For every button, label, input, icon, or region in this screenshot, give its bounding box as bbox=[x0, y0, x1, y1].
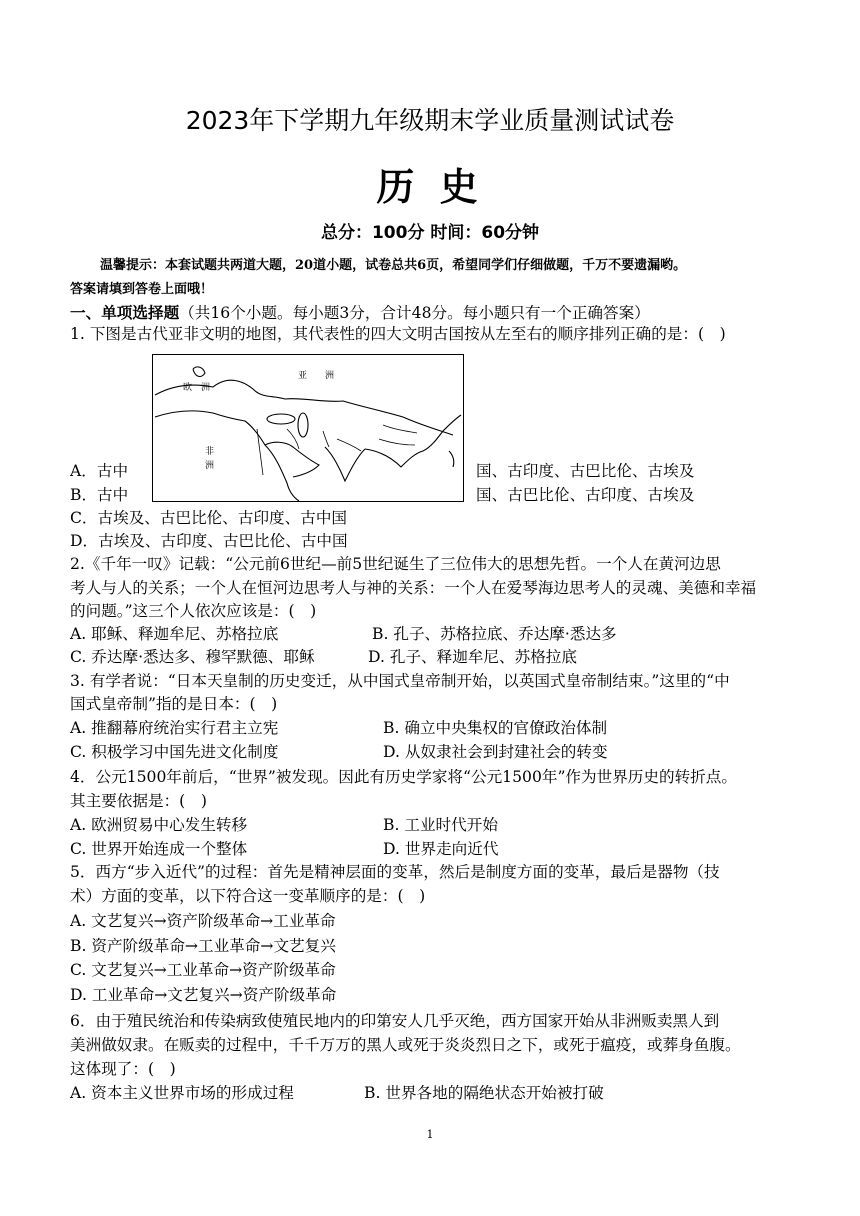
subject-title: 历 史 bbox=[376, 165, 484, 209]
notice-line-2: 答案请填到答卷上面哦！ bbox=[70, 282, 214, 297]
q5-option-d: D. 工业革命→文艺复兴→资产阶级革命 bbox=[70, 986, 337, 1004]
map-drawing bbox=[153, 355, 463, 501]
q4-option-b: B. 工业时代开始 bbox=[383, 816, 498, 834]
q1-option-a-right: 国、古印度、古巴比伦、古埃及 bbox=[476, 462, 695, 480]
q2-line-3: 的问题。”这三个人依次应该是：( ) bbox=[70, 602, 317, 620]
q1-option-d: D．古埃及、古印度、古巴比伦、古中国 bbox=[70, 532, 348, 550]
q5-option-a: A. 文艺复兴→资产阶级革命→工业革命 bbox=[70, 912, 336, 930]
score-time: 总分：100分 时间：60分钟 bbox=[320, 223, 540, 243]
q5-option-c: C. 文艺复兴→工业革命→资产阶级革命 bbox=[70, 961, 336, 979]
q6-option-b: B. 世界各地的隔绝状态开始被打破 bbox=[364, 1084, 604, 1102]
q4-line-2: 其主要依据是：( ) bbox=[70, 792, 207, 810]
map-label-europe: 欧 洲 bbox=[183, 383, 211, 393]
page-number: 1 bbox=[426, 1128, 434, 1141]
q6-option-a: A. 资本主义世界市场的形成过程 bbox=[70, 1084, 294, 1102]
q6-line-1: 6．由于殖民统治和传染病致使殖民地内的印第安人几乎灭绝，西方国家开始从非洲贩卖黑人到 bbox=[70, 1012, 720, 1030]
map-label-africa-2: 洲 bbox=[205, 461, 215, 471]
q3-option-c: C. 积极学习中国先进文化制度 bbox=[70, 743, 279, 761]
map-label-africa-1: 非 bbox=[205, 447, 215, 457]
q4-line-1: 4．公元1500年前后，“世界”被发现。因此有历史学家将“公元1500年”作为世界历史的转折点。 bbox=[70, 768, 737, 786]
q4-option-d: D. 世界走向近代 bbox=[383, 840, 499, 858]
q2-line-1: 2.《千年一叹》记载：“公元前6世纪—前5世纪诞生了三位伟大的思想先哲。一个人在黄河边思 bbox=[70, 555, 721, 573]
q3-option-a: A. 推翻幕府统治实行君主立宪 bbox=[70, 719, 279, 737]
q5-line-2: 术）方面的变革，以下符合这一变革顺序的是：( ) bbox=[70, 887, 426, 905]
q6-line-2: 美洲做奴隶。在贩卖的过程中，千千万万的黑人或死于炎炎烈日之下，或死于瘟疫，或葬身鱼腹。 bbox=[70, 1036, 741, 1054]
q2-option-b: B. 孔子、苏格拉底、乔达摩·悉达多 bbox=[372, 625, 617, 643]
exam-title: 2023年下学期九年级期末学业质量测试试卷 bbox=[185, 106, 675, 135]
q2-option-d: D. 孔子、释迦牟尼、苏格拉底 bbox=[368, 648, 577, 666]
q2-line-2: 考人与人的关系；一个人在恒河边思考人与神的关系：一个人在爱琴海边思考人的灵魂、美德和幸福 bbox=[70, 579, 757, 597]
q1-option-a-left: A．古中 bbox=[70, 462, 129, 480]
q4-option-c: C. 世界开始连成一个整体 bbox=[70, 840, 248, 858]
q2-option-a: A. 耶稣、释迦牟尼、苏格拉底 bbox=[70, 625, 279, 643]
q6-line-3: 这体现了：( ) bbox=[70, 1060, 176, 1078]
q1-option-c: C．古埃及、古巴比伦、古印度、古中国 bbox=[70, 509, 348, 527]
ancient-civilizations-map bbox=[152, 354, 464, 502]
q4-option-a: A. 欧洲贸易中心发生转移 bbox=[70, 816, 248, 834]
q3-line-2: 国式皇帝制”指的是日本：( ) bbox=[70, 695, 278, 713]
q5-option-b: B. 资产阶级革命→工业革命→文艺复兴 bbox=[70, 937, 336, 955]
section-1-note: （共16个小题。每小题3分，合计48分。每小题只有一个正确答案） bbox=[179, 304, 650, 322]
q1-option-b-right: 国、古巴比伦、古印度、古埃及 bbox=[476, 486, 695, 504]
q5-line-1: 5．西方“步入近代”的过程：首先是精神层面的变革，然后是制度方面的变革，最后是器物（技 bbox=[70, 863, 720, 881]
q1-option-b-left: B．古中 bbox=[70, 486, 129, 504]
q3-line-1: 3. 有学者说：“日本天皇制的历史变迁，从中国式皇帝制开始，以英国式皇帝制结束。”这里的“中 bbox=[70, 672, 730, 690]
map-label-asia: 亚 洲 bbox=[298, 371, 335, 381]
q3-option-d: D. 从奴隶社会到封建社会的转变 bbox=[383, 743, 608, 761]
q2-option-c: C. 乔达摩·悉达多、穆罕默德、耶稣 bbox=[70, 648, 315, 666]
q3-option-b: B. 确立中央集权的官僚政治体制 bbox=[383, 719, 608, 737]
section-1-heading: 一、单项选择题 bbox=[70, 304, 180, 322]
q1-stem: 1. 下图是古代亚非文明的地图，其代表性的四大文明古国按从左至右的顺序排列正确的是：( ) bbox=[70, 325, 726, 343]
notice-line-1: 温馨提示：本套试题共两道大题，20道小题，试卷总共6页，希望同学们仔细做题，千万不要遗漏哟。 bbox=[100, 258, 687, 273]
